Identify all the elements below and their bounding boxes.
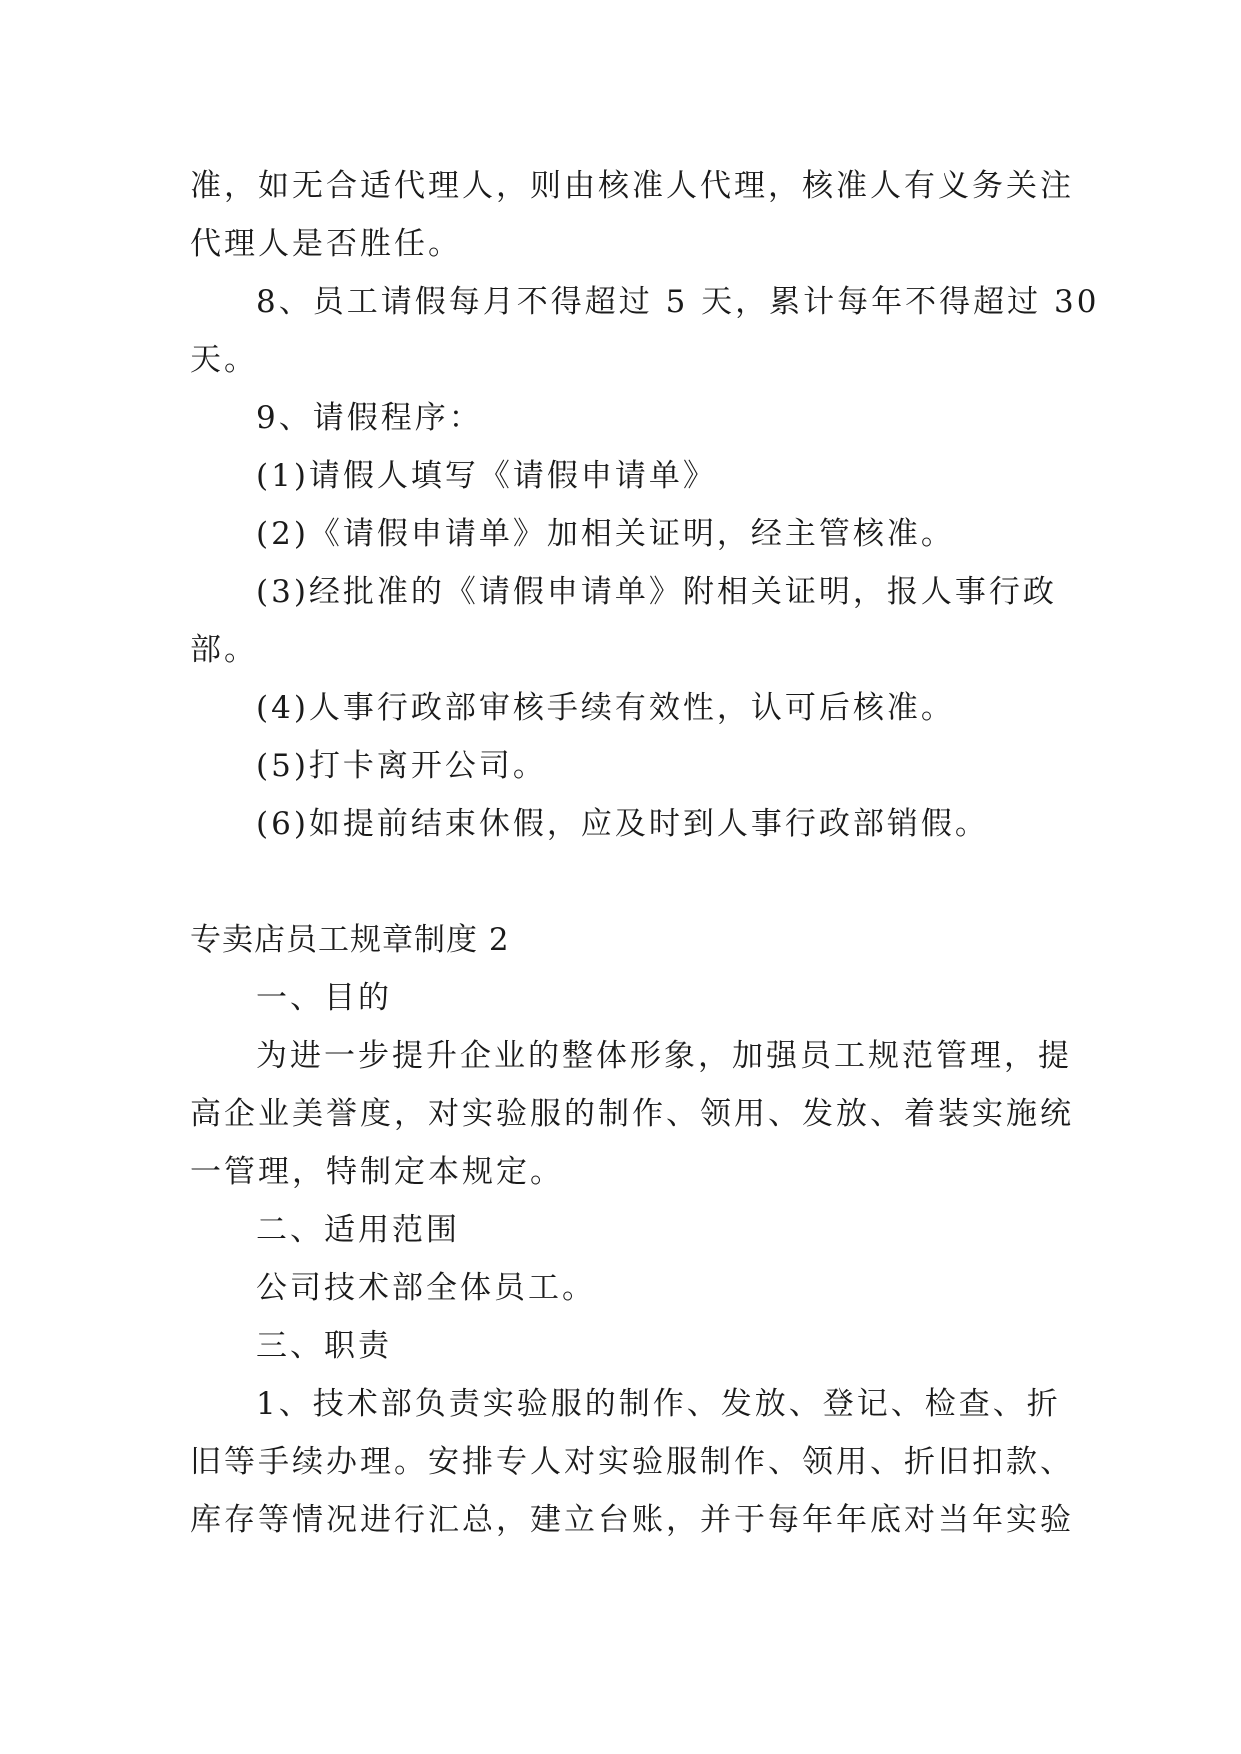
body-text-line: (3)经批准的《请假申请单》附相关证明，报人事行政 — [256, 574, 1057, 610]
section-heading: 二、适用范围 — [256, 1212, 460, 1248]
body-text-line: 部。 — [190, 632, 258, 668]
section-heading: 三、职责 — [256, 1328, 392, 1364]
section-heading: 一、目的 — [256, 980, 392, 1016]
body-text-line: (2)《请假申请单》加相关证明，经主管核准。 — [256, 516, 955, 552]
body-text-line: 为进一步提升企业的整体形象，加强员工规范管理，提 — [256, 1038, 1072, 1074]
body-text-line: (6)如提前结束休假，应及时到人事行政部销假。 — [256, 806, 989, 842]
body-text-line: 旧等手续办理。安排专人对实验服制作、领用、折旧扣款、 — [190, 1444, 1074, 1480]
body-text-line: 8、员工请假每月不得超过 5 天，累计每年不得超过 30 — [256, 284, 1100, 320]
body-text-line: 9、请假程序： — [256, 400, 483, 436]
body-text-line: (1)请假人填写《请假申请单》 — [256, 458, 717, 494]
body-text-line: 准，如无合适代理人，则由核准人代理，核准人有义务关注 — [190, 168, 1074, 204]
body-text-line: 代理人是否胜任。 — [190, 226, 462, 262]
section-title: 专卖店员工规章制度 2 — [190, 922, 510, 958]
body-text-line: (4)人事行政部审核手续有效性，认可后核准。 — [256, 690, 955, 726]
body-text-line: 库存等情况进行汇总，建立台账，并于每年年底对当年实验 — [190, 1502, 1074, 1538]
body-text-line: 天。 — [190, 342, 258, 378]
body-text-line: 高企业美誉度，对实验服的制作、领用、发放、着装实施统 — [190, 1096, 1074, 1132]
body-text-line: (5)打卡离开公司。 — [256, 748, 547, 784]
body-text-line: 公司技术部全体员工。 — [256, 1270, 596, 1306]
body-text-line: 1、技术部负责实验服的制作、发放、登记、检查、折 — [256, 1386, 1061, 1422]
body-text-line: 一管理，特制定本规定。 — [190, 1154, 564, 1190]
